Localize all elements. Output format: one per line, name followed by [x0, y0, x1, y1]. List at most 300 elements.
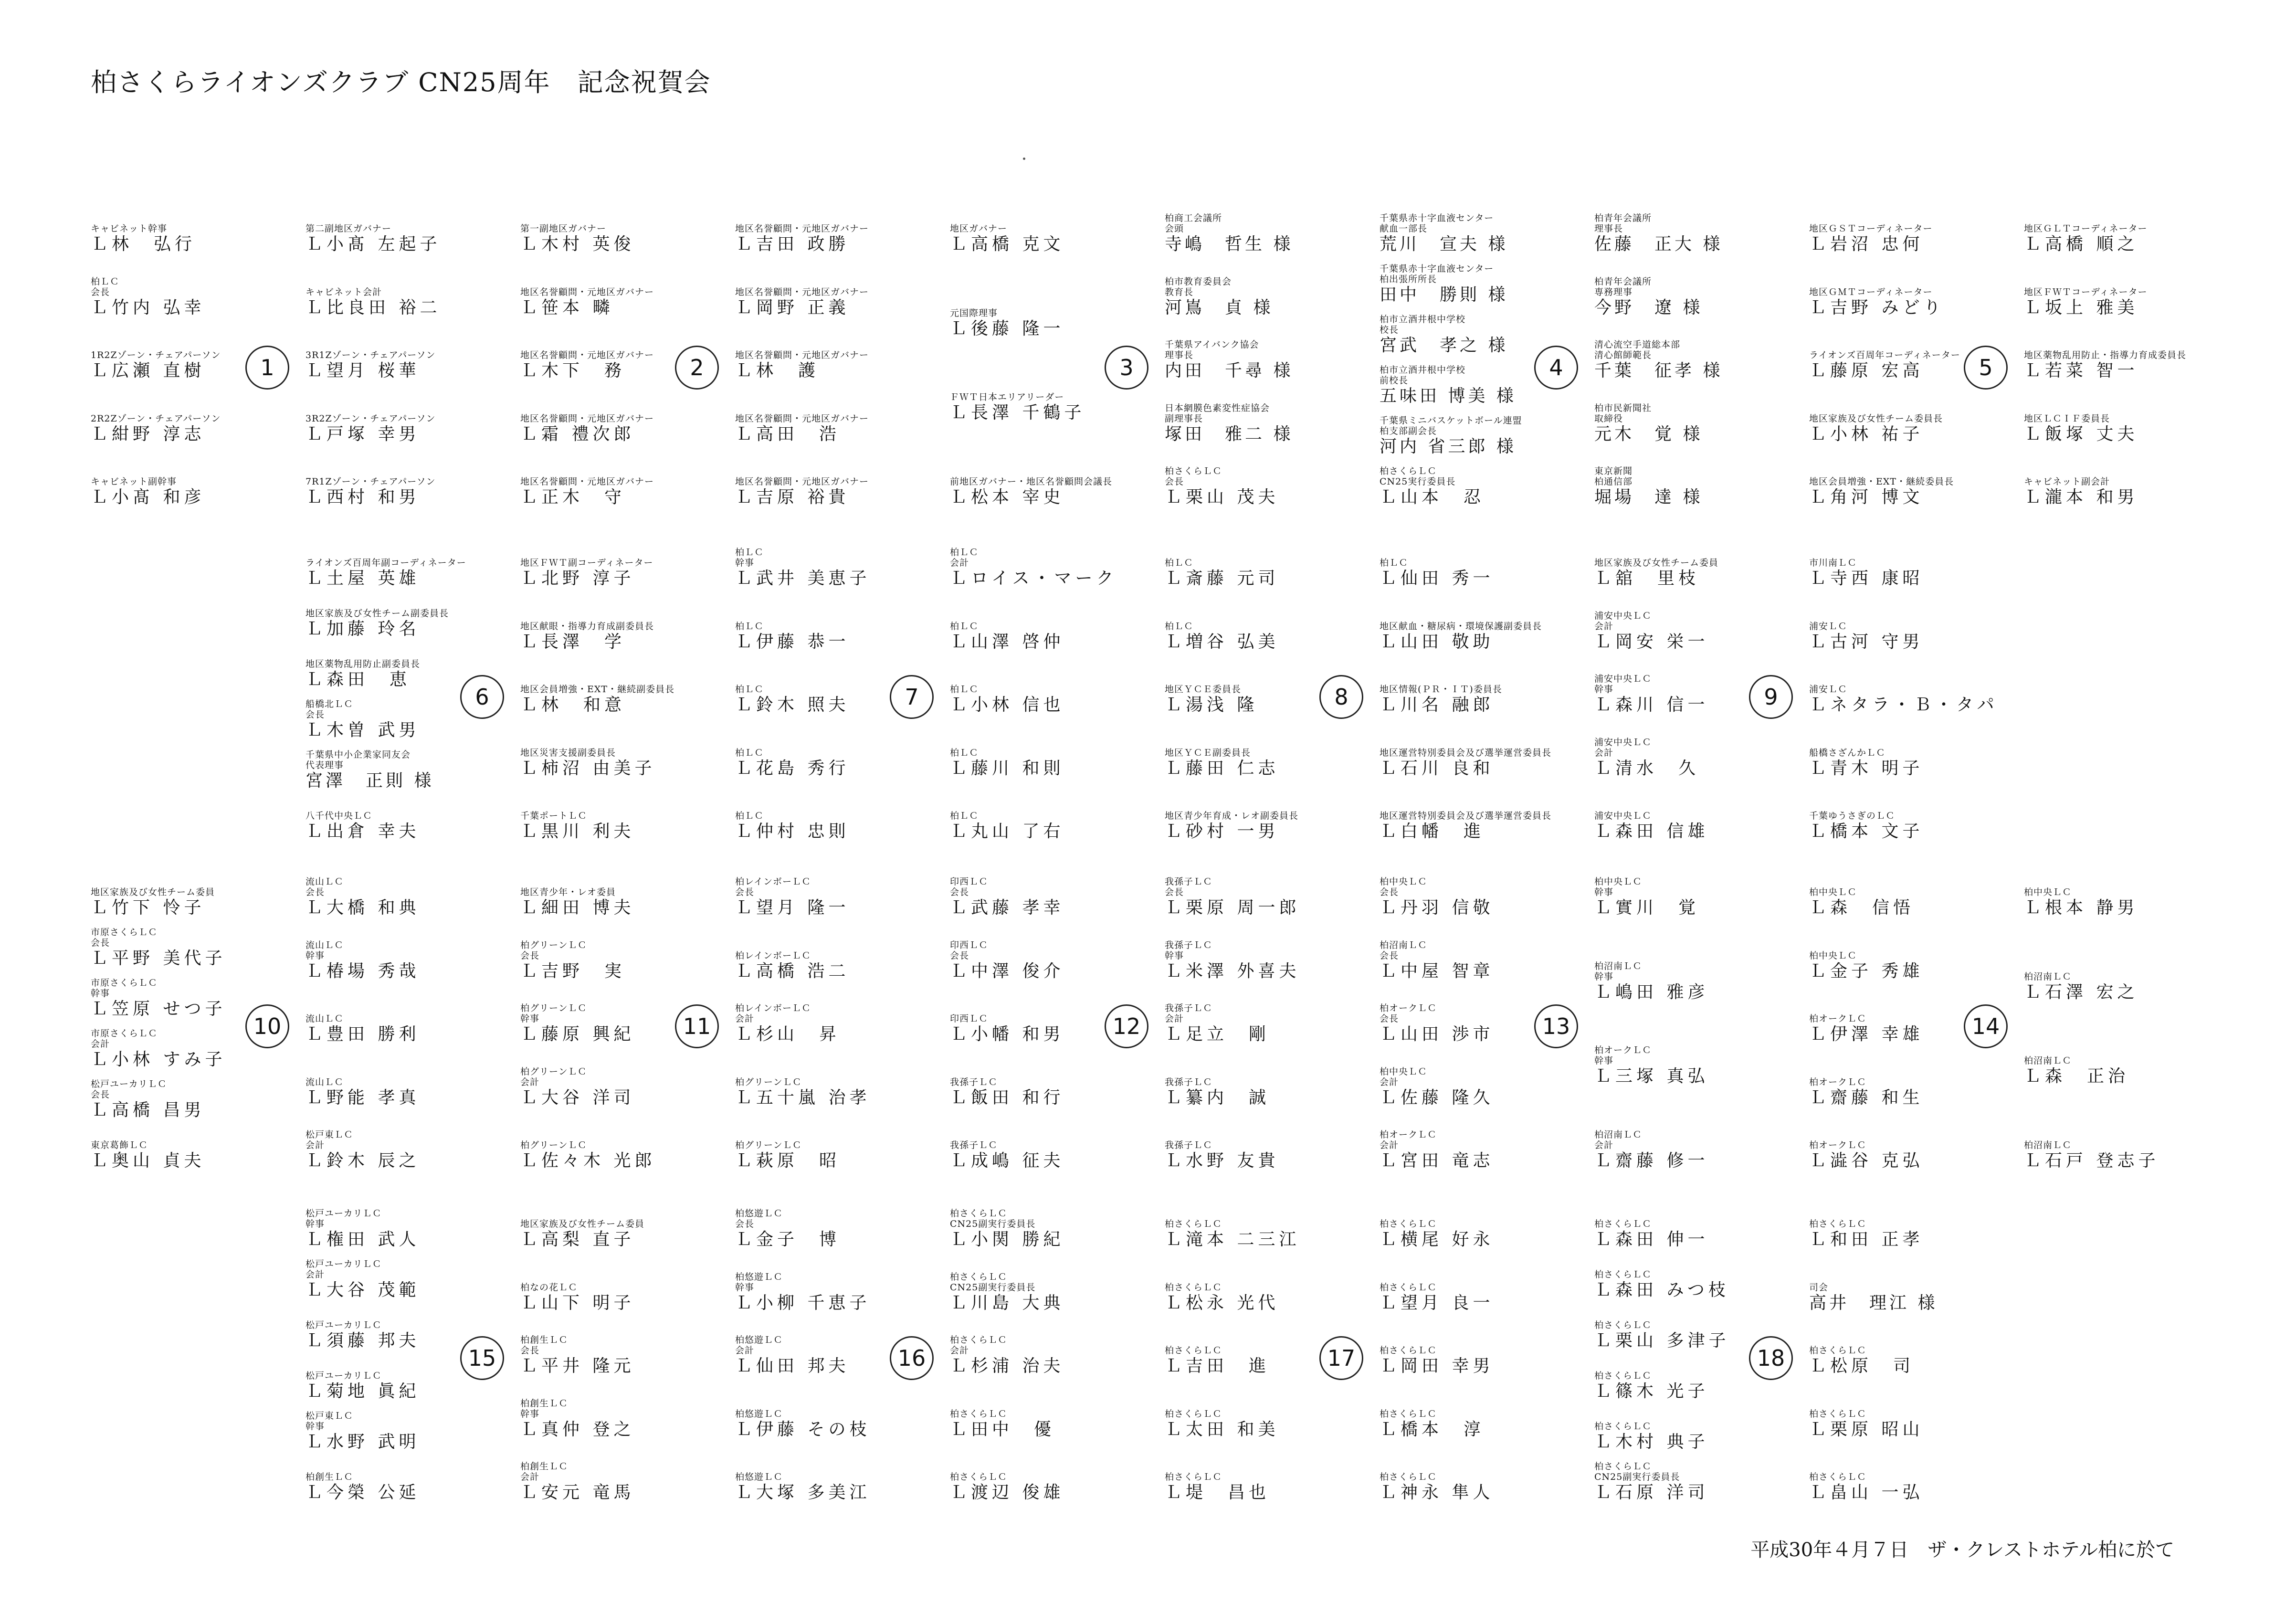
guest-role: 柏通信部 [1594, 476, 1633, 487]
guest-name: Ｌ大谷 洋司 [520, 1087, 635, 1107]
guest-entry [520, 1461, 634, 1503]
guest-role: ＦＷＴ日本エリアリーダー [950, 392, 1064, 403]
guest-role: 柏中央ＬＣ [1594, 876, 1643, 887]
guest-entry [520, 1140, 655, 1171]
guest-name: Ｌロイス・マーク [950, 569, 1117, 588]
guest-role: 市川南ＬＣ [1809, 558, 1857, 568]
guest-role: 幹事 [1594, 1055, 1614, 1066]
guest-role: 我孫子ＬＣ [1165, 1076, 1213, 1087]
guest-entry [1809, 350, 1960, 381]
guest-entry [305, 811, 420, 842]
table-number-circle: 13 [1534, 1004, 1578, 1048]
guest-name: 今野 遼 様 [1594, 297, 1703, 317]
guest-name: Ｌ丸山 了右 [950, 822, 1064, 841]
guest-entry [1809, 950, 1923, 982]
table-number-circle: 17 [1319, 1336, 1363, 1380]
guest-entry [1809, 1345, 1914, 1377]
guest-role: 清心流空手道総本部 [1594, 339, 1681, 350]
guest-name: Ｌ吉田 進 [1165, 1356, 1270, 1376]
guest-name: Ｌ角河 博文 [1809, 487, 1924, 507]
guest-entry [950, 1272, 1064, 1314]
guest-role: 柏さくらＬＣ [1165, 1282, 1222, 1293]
guest-entry [1594, 403, 1703, 445]
guest-name: Ｌ林 護 [735, 361, 820, 380]
guest-name: Ｌ青木 明子 [1809, 758, 1924, 778]
guest-entry [1165, 466, 1279, 508]
guest-name: Ｌ五十嵐 治孝 [735, 1087, 871, 1107]
guest-entry [1380, 1282, 1494, 1314]
guest-role: 柏さくらＬＣ [1165, 1219, 1222, 1229]
guest-role: 柏さくらＬＣ [1165, 1472, 1222, 1482]
guest-role: 会長 [305, 709, 325, 720]
guest-role: 柏さくらＬＣ [950, 1472, 1008, 1482]
guest-role: 幹事 [735, 1282, 755, 1293]
guest-entry [1380, 415, 1522, 457]
guest-role: 会計 [950, 1345, 969, 1356]
guest-role: 幹事 [1594, 887, 1614, 897]
guest-entry [1380, 365, 1517, 407]
guest-entry [91, 1028, 226, 1070]
guest-entry [1380, 558, 1494, 589]
guest-role: 会計 [735, 1013, 755, 1024]
guest-name: Ｌ栗山 茂夫 [1165, 487, 1279, 507]
guest-entry [1380, 1003, 1494, 1045]
guest-name: Ｌ広瀬 直樹 [91, 361, 205, 380]
guest-entry [1165, 403, 1293, 445]
guest-name: Ｌ望月 良一 [1380, 1293, 1494, 1313]
guest-name: Ｌ林 和意 [520, 695, 626, 715]
guest-name: Ｌ森田 みつ枝 [1594, 1280, 1729, 1300]
guest-role: 地区青少年・レオ委員 [520, 887, 616, 897]
guest-name: Ｌ高橋 克文 [950, 234, 1064, 254]
guest-role: 会長 [1165, 476, 1184, 487]
guest-entry [1380, 1472, 1494, 1503]
guest-role: 柏グリーンＬＣ [520, 1066, 587, 1077]
guest-entry [950, 1013, 1064, 1045]
guest-role: 地区薬物乱用防止副委員長 [305, 659, 421, 669]
guest-role: 千葉県赤十字血液センター [1380, 264, 1494, 274]
guest-role: 松戸東ＬＣ [305, 1129, 354, 1140]
table-number-circle: 14 [1964, 1004, 2008, 1048]
guest-name: Ｌ森川 信一 [1594, 695, 1709, 715]
guest-name: Ｌ斎藤 元司 [1165, 569, 1279, 588]
guest-entry [520, 287, 654, 318]
guest-entry [91, 413, 221, 445]
guest-role: 千葉県中小企業家同友会 [305, 749, 411, 760]
guest-role: 地区家族及び女性チーム委員 [91, 887, 215, 897]
guest-role: 柏ＬＣ [735, 621, 764, 632]
guest-name: Ｌ山澤 啓仲 [950, 632, 1064, 652]
guest-role: 柏グリーンＬＣ [520, 939, 587, 950]
guest-name: Ｌ白幡 進 [1380, 822, 1485, 841]
guest-role: 幹事 [305, 1219, 325, 1229]
guest-name: Ｌ奥山 貞夫 [91, 1151, 205, 1171]
guest-role: 会長 [1165, 887, 1184, 897]
guest-name: Ｌ林 弘行 [91, 234, 196, 254]
guest-entry [91, 927, 226, 969]
guest-entry [1594, 674, 1708, 716]
guest-name: Ｌ中屋 智章 [1380, 961, 1494, 981]
guest-entry [735, 547, 870, 589]
guest-role: 船橋北ＬＣ [305, 699, 354, 709]
guest-name: Ｌ岡安 栄一 [1594, 632, 1709, 652]
guest-entry [305, 876, 420, 918]
guest-role: 柏悠遊ＬＣ [735, 1271, 783, 1282]
guest-name: Ｌ戸塚 幸男 [305, 424, 420, 444]
guest-role: 地区名誉顧問・元地区ガバナー [735, 476, 869, 487]
guest-entry [1165, 1345, 1270, 1377]
guest-role: 柏ＬＣ [735, 747, 764, 758]
guest-role: 地区名誉顧問・元地区ガバナー [520, 413, 654, 424]
guest-role: 柏さくらＬＣ [950, 1271, 1008, 1282]
guest-entry [1165, 213, 1293, 255]
guest-entry [1165, 748, 1279, 779]
guest-entry [1165, 1077, 1270, 1108]
guest-role: 柏中央ＬＣ [1809, 950, 1857, 961]
table-number-circle: 8 [1319, 675, 1363, 719]
guest-name: Ｌ神永 隼人 [1380, 1483, 1494, 1502]
guest-entry [520, 811, 634, 842]
guest-entry [305, 223, 441, 255]
guest-role: 会計 [950, 558, 969, 568]
guest-entry [1809, 1472, 1923, 1503]
guest-entry [1809, 887, 1914, 918]
guest-entry [91, 978, 226, 1020]
guest-name: Ｌ金子 秀雄 [1809, 961, 1924, 981]
guest-name: Ｌ松本 宰史 [950, 487, 1064, 507]
guest-entry [1809, 1077, 1923, 1108]
guest-entry [735, 1335, 849, 1377]
guest-name: Ｌ飯塚 丈夫 [2024, 424, 2138, 444]
guest-role: 地区家族及び女性チーム副委員長 [305, 608, 449, 619]
guest-entry [305, 699, 420, 741]
guest-name: Ｌ砂村 一男 [1165, 822, 1279, 841]
guest-entry [1165, 1282, 1279, 1314]
guest-role: 柏なの花ＬＣ [520, 1282, 578, 1293]
guest-role: 東京葛飾ＬＣ [91, 1140, 148, 1150]
guest-entry [305, 749, 434, 791]
guest-role: 柏さくらＬＣ [1594, 1421, 1652, 1432]
guest-role: 柏中央ＬＣ [1809, 887, 1857, 897]
guest-name: Ｌ坂上 雅美 [2024, 297, 2138, 317]
guest-name: Ｌ仙田 邦夫 [735, 1356, 850, 1376]
guest-name: Ｌ古河 守男 [1809, 632, 1924, 652]
guest-role: 会長 [735, 887, 755, 897]
guest-role: 柏オークＬＣ [1809, 1076, 1867, 1087]
guest-entry [305, 1208, 420, 1250]
guest-name: Ｌ中澤 俊介 [950, 961, 1064, 981]
guest-name: Ｌ清水 久 [1594, 758, 1700, 778]
guest-entry [1594, 811, 1708, 842]
guest-role: 柏さくらＬＣ [1165, 466, 1222, 476]
page-title: 柏さくらライオンズクラブ CN25周年 記念祝賀会 [91, 67, 711, 97]
guest-name: Ｌ佐々木 光郎 [520, 1151, 656, 1171]
guest-name: Ｌ笠原 せつ子 [91, 999, 226, 1019]
guest-role: 柏沼南ＬＣ [2024, 1140, 2072, 1150]
guest-name: 河嶌 貞 様 [1165, 297, 1274, 317]
guest-name: 内田 千尋 様 [1165, 361, 1294, 380]
guest-role: CN25副実行委員長 [950, 1282, 1036, 1293]
guest-name: Ｌ椿場 秀哉 [305, 961, 420, 981]
guest-role: 我孫子ＬＣ [1165, 876, 1213, 887]
guest-entry [1165, 811, 1298, 842]
guest-name: Ｌ鈴木 照夫 [735, 695, 850, 715]
guest-role: 柏さくらＬＣ [1594, 1461, 1652, 1472]
guest-role: 柏さくらＬＣ [1809, 1472, 1867, 1482]
guest-name: Ｌ花島 秀行 [735, 758, 850, 778]
guest-entry [735, 1077, 870, 1108]
guest-name: Ｌ比良田 裕二 [305, 297, 441, 317]
guest-name: Ｌ須藤 邦夫 [305, 1331, 420, 1350]
guest-role: 柏グリーンＬＣ [735, 1140, 802, 1150]
guest-role: 地区青少年育成・レオ副委員長 [1165, 811, 1299, 821]
guest-role: CN25副実行委員長 [1594, 1472, 1680, 1482]
guest-entry [1165, 276, 1273, 318]
guest-entry [735, 1140, 840, 1171]
guest-entry [1809, 621, 1923, 653]
guest-entry [520, 1219, 644, 1250]
guest-entry [305, 1411, 420, 1453]
guest-role: 会計 [1594, 747, 1614, 758]
guest-role: 柏オークＬＣ [1809, 1140, 1867, 1150]
guest-name: Ｌ高橋 昌男 [91, 1100, 205, 1120]
guest-role: 千葉ポートＬＣ [520, 811, 588, 821]
guest-entry [2024, 971, 2138, 1003]
guest-entry [1380, 213, 1508, 255]
guest-role: 柏さくらＬＣ [1165, 1345, 1222, 1356]
guest-entry [1380, 1409, 1485, 1440]
guest-role: 会計 [305, 1140, 325, 1150]
guest-role: 柏レインボーＬＣ [735, 1003, 811, 1013]
guest-role: 柏ＬＣ [1380, 558, 1409, 568]
guest-role: 柏オークＬＣ [1809, 1013, 1867, 1024]
guest-name: Ｌ竹内 弘幸 [91, 297, 205, 317]
guest-entry [950, 621, 1064, 653]
guest-role: 幹事 [305, 950, 325, 961]
guest-role: CN25副実行委員長 [950, 1219, 1036, 1229]
guest-role: 幹事 [1165, 950, 1184, 961]
guest-name: Ｌ水野 友貴 [1165, 1151, 1279, 1171]
table-number-circle: 10 [245, 1004, 289, 1048]
guest-name: Ｌ木村 典子 [1594, 1432, 1709, 1452]
guest-role: 柏市民新聞社 [1594, 402, 1652, 413]
guest-role: 市原さくらＬＣ [91, 978, 158, 988]
guest-name: Ｌ石戸 登志子 [2024, 1151, 2159, 1171]
guest-name: 塚田 雅二 様 [1165, 424, 1294, 444]
guest-role: 柏沼南ＬＣ [2024, 971, 2072, 982]
guest-name: Ｌ寺西 康昭 [1809, 569, 1924, 588]
guest-role: 地区ＬＣＩＦ委員長 [2024, 413, 2110, 424]
guest-name: Ｌ小柳 千恵子 [735, 1293, 871, 1313]
guest-entry [91, 1140, 205, 1171]
guest-entry [1809, 1282, 1938, 1314]
guest-role: 教育長 [1165, 286, 1194, 297]
guest-role: 会長 [520, 950, 540, 961]
guest-role: 柏グリーンＬＣ [520, 1003, 587, 1013]
guest-role: 柏悠遊ＬＣ [735, 1208, 783, 1219]
guest-role: 柏さくらＬＣ [1380, 466, 1437, 476]
guest-entry [950, 392, 1085, 423]
guest-name: Ｌ和田 正孝 [1809, 1230, 1924, 1249]
guest-role: ライオンズ百周年副コーディネーター [305, 558, 466, 568]
guest-entry [1594, 1320, 1729, 1351]
guest-name: Ｌ細田 博夫 [520, 898, 635, 917]
guest-role: 浦安中央ＬＣ [1594, 674, 1652, 684]
guest-name: Ｌ山下 明子 [520, 1293, 635, 1313]
guest-name: Ｌ飯田 和行 [950, 1087, 1064, 1107]
guest-role: 柏オークＬＣ [1380, 1129, 1437, 1140]
guest-role: 柏さくらＬＣ [950, 1208, 1008, 1219]
guest-name: Ｌ岡田 幸男 [1380, 1356, 1494, 1376]
guest-name: Ｌ出倉 幸夫 [305, 822, 420, 841]
guest-entry [305, 287, 441, 318]
guest-entry [305, 476, 435, 508]
guest-entry [1380, 1345, 1494, 1377]
guest-entry [1380, 621, 1542, 653]
guest-role: 柏沼南ＬＣ [1380, 939, 1428, 950]
guest-entry [520, 887, 634, 918]
guest-role: 柏オークＬＣ [1380, 1003, 1437, 1013]
guest-role: 会長 [91, 286, 110, 297]
guest-name: Ｌ小髙 左起子 [305, 234, 441, 254]
guest-role: 前校長 [1380, 375, 1409, 386]
guest-role: 幹事 [520, 1408, 540, 1419]
guest-name: Ｌ岡野 正義 [735, 297, 850, 317]
guest-entry [1380, 1129, 1494, 1171]
guest-entry [950, 547, 1117, 589]
guest-role: 幹事 [305, 1421, 325, 1432]
guest-name: Ｌ舘 里枝 [1594, 569, 1700, 588]
guest-role: 献血一部長 [1380, 223, 1428, 234]
guest-role: 幹事 [91, 988, 110, 999]
guest-entry [1165, 1472, 1270, 1503]
guest-name: Ｌ根本 静男 [2024, 898, 2138, 917]
guest-role: 柏ＬＣ [1165, 558, 1194, 568]
table-number-circle: 5 [1964, 346, 2008, 390]
guest-name: Ｌ栗山 多津子 [1594, 1331, 1730, 1350]
guest-role: 会長 [520, 1345, 540, 1356]
guest-entry [950, 940, 1064, 982]
guest-role: 地区家族及び女性チーム委員長 [1809, 413, 1943, 424]
guest-role: 会計 [91, 1039, 110, 1049]
guest-role: キャビネット副会計 [2024, 476, 2110, 487]
guest-name: Ｌ小林 祐子 [1809, 424, 1924, 444]
guest-role: 前地区ガバナー・地区名誉顧問会議長 [950, 476, 1113, 487]
guest-name: Ｌ丹羽 信敬 [1380, 898, 1494, 917]
guest-entry [950, 1208, 1064, 1250]
guest-role: 松戸ユーカリＬＣ [305, 1259, 382, 1269]
guest-role: 浦安中央ＬＣ [1594, 811, 1652, 821]
guest-entry [735, 350, 869, 381]
guest-entry [91, 350, 221, 381]
guest-role: 千葉県赤十字血液センター [1380, 213, 1494, 223]
guest-role: 地区ＦＷＴコーディネーター [2024, 286, 2148, 297]
guest-role: 柏さくらＬＣ [1594, 1219, 1652, 1229]
guest-role: 清心館師範長 [1594, 350, 1652, 360]
guest-role: 地区名誉顧問・元地区ガバナー [520, 476, 654, 487]
guest-entry [950, 1335, 1064, 1377]
guest-name: Ｌ萩原 昭 [735, 1151, 841, 1171]
guest-entry [950, 748, 1064, 779]
guest-entry [1165, 1140, 1279, 1171]
guest-name: Ｌ藤川 和則 [950, 758, 1064, 778]
guest-role: 幹事 [1594, 971, 1614, 982]
guest-entry [735, 1272, 870, 1314]
guest-role: 第二副地区ガバナー [305, 223, 392, 234]
guest-entry [305, 413, 435, 445]
guest-entry [1594, 466, 1703, 508]
guest-role: 松戸東ＬＣ [305, 1411, 354, 1421]
guest-entry [1594, 737, 1699, 779]
guest-role: 地区名誉顧問・元地区ガバナー [735, 413, 869, 424]
guest-role: 東京新聞 [1594, 466, 1633, 476]
guest-name: Ｌ鈴木 辰之 [305, 1151, 420, 1171]
guest-entry [1380, 314, 1508, 356]
guest-role: 会計 [735, 1345, 755, 1356]
guest-name: Ｌ北野 淳子 [520, 569, 635, 588]
guest-entry [1380, 264, 1508, 306]
table-number-circle: 18 [1749, 1336, 1793, 1380]
guest-entry [91, 223, 196, 255]
guest-role: 会長 [1380, 887, 1399, 897]
guest-entry [1594, 276, 1703, 318]
guest-role: 市原さくらＬＣ [91, 927, 158, 938]
guest-entry [520, 413, 654, 445]
guest-role: 柏ＬＣ [950, 811, 979, 821]
guest-role: 我孫子ＬＣ [1165, 939, 1213, 950]
guest-role: 日本網膜色素変性症協会 [1165, 402, 1270, 413]
guest-role: 市原さくらＬＣ [91, 1028, 158, 1039]
guest-entry [950, 876, 1064, 918]
guest-role: 7R1Zゾーン・チェアパーソン [305, 476, 436, 487]
guest-name: Ｌ山田 渉市 [1380, 1024, 1494, 1044]
guest-entry [305, 1259, 420, 1301]
guest-name: Ｌ三塚 真弘 [1594, 1066, 1709, 1086]
guest-role: 理事長 [1594, 223, 1623, 234]
guest-role: 流山ＬＣ [305, 1076, 344, 1087]
guest-role: 我孫子ＬＣ [950, 1140, 998, 1150]
table-number-circle: 7 [890, 675, 934, 719]
guest-role: 柏沼南ＬＣ [1594, 960, 1643, 971]
guest-entry [1594, 1371, 1708, 1402]
guest-entry [1380, 748, 1551, 779]
guest-role: 地区家族及び女性チーム委員 [1594, 558, 1719, 568]
guest-name: Ｌ高梨 直子 [520, 1230, 635, 1249]
guest-role: 柏さくらＬＣ [1380, 1472, 1437, 1482]
guest-role: 会計 [520, 1076, 540, 1087]
guest-role: 柏沼南ＬＣ [1594, 1129, 1643, 1140]
guest-name: Ｌ森 信悟 [1809, 898, 1915, 917]
guest-role: 柏悠遊ＬＣ [735, 1408, 783, 1419]
guest-entry [1165, 1219, 1300, 1250]
guest-role: 柏さくらＬＣ [1380, 1408, 1437, 1419]
table-number-circle: 16 [890, 1336, 934, 1380]
guest-entry [305, 1013, 420, 1045]
guest-entry [1380, 940, 1494, 982]
guest-name: Ｌ橋本 文子 [1809, 822, 1924, 841]
guest-role: 柏沼南ＬＣ [2024, 1055, 2072, 1066]
guest-name: Ｌ佐藤 隆久 [1380, 1087, 1494, 1107]
guest-name: Ｌ篠木 光子 [1594, 1381, 1709, 1401]
guest-role: 千葉ゆうさぎのＬＣ [1809, 811, 1896, 821]
guest-entry [1809, 476, 1954, 508]
guest-role: 会計 [1380, 1076, 1399, 1087]
guest-name: Ｌ小関 勝紀 [950, 1230, 1064, 1249]
guest-entry [1165, 1409, 1279, 1440]
guest-entry [91, 276, 205, 318]
guest-entry [735, 684, 849, 716]
guest-entry [520, 1066, 634, 1108]
